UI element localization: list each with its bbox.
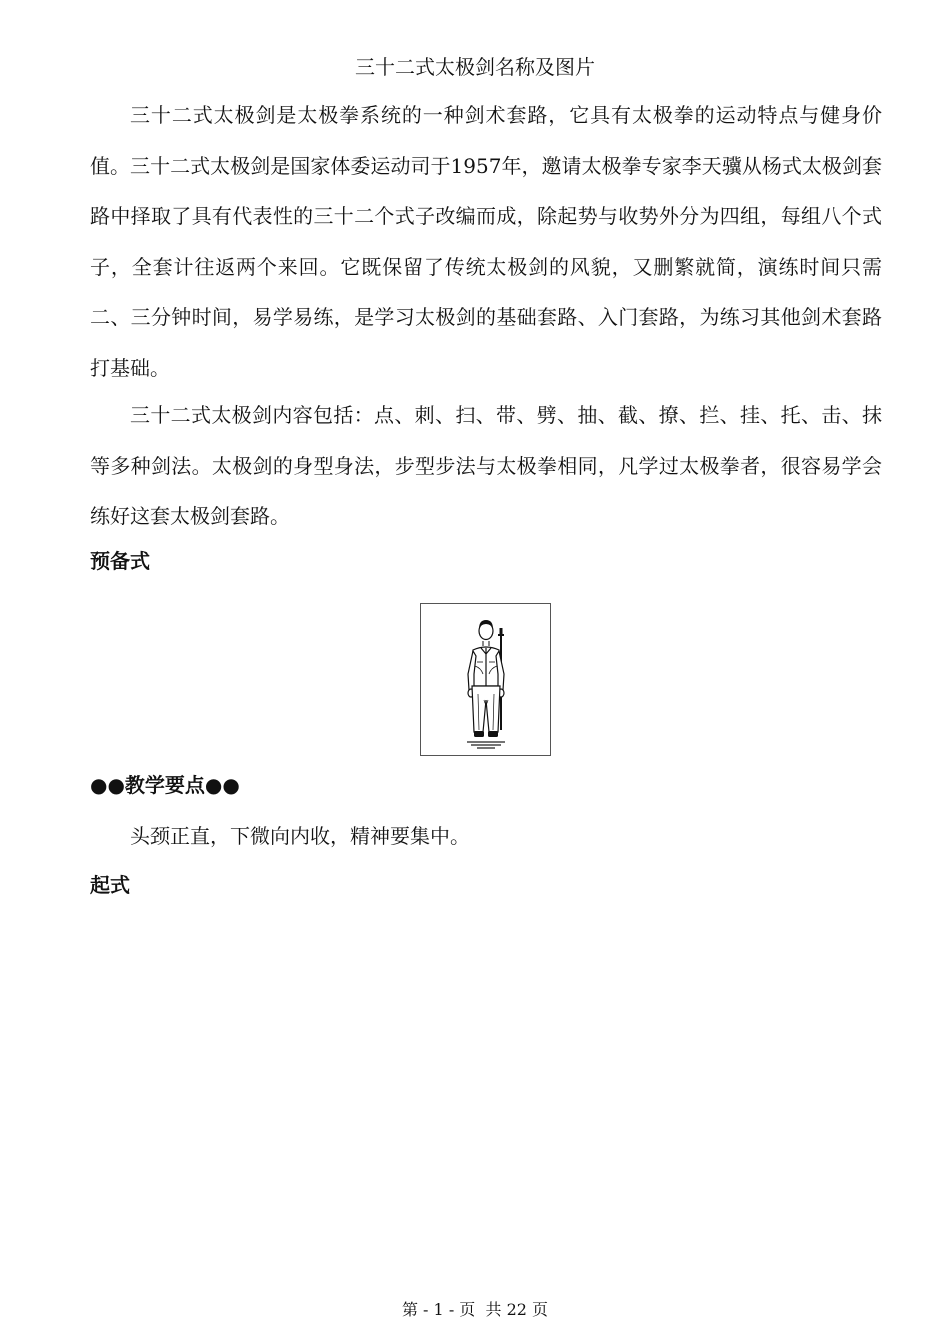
document-title: 三十二式太极剑名称及图片 — [355, 55, 595, 79]
section-heading-opening: 起式 — [90, 873, 130, 897]
section-heading-preparation: 预备式 — [90, 549, 150, 573]
figure-head — [479, 620, 493, 646]
ground-shadow — [467, 742, 505, 748]
figure-legs — [472, 686, 500, 732]
figure-torso — [471, 647, 501, 686]
preparation-figure — [420, 603, 551, 756]
intro-paragraph: 三十二式太极剑是太极拳系统的一种剑术套路，它具有太极拳的运动特点与健身价值。三十二式太极剑是国家体委运动司于1957年，邀请太极拳专家李天骥从杨式太极剑套路中择取了具有代表性的三十二个式子改编而成，除起势与收势外分为四组，每组八个式子，全套计往返两个来回。它既保留了传统太极剑的风貌，又删繁就简，演练时间只需二、三分钟时间，易学易练，是学习太极剑的基础套路、入门套路，为练习其他剑术套路打基础。 — [90, 103, 882, 380]
standing-figure-with-sword-illustration — [421, 604, 552, 757]
content-paragraph: 三十二式太极剑内容包括：点、刺、扫、带、劈、抽、截、撩、拦、挂、托、击、抹等多种剑法。太极剑的身型身法，步型步法与太极拳相同，凡学过太极拳者，很容易学会练好这套太极剑套路。 — [90, 403, 882, 528]
teaching-points-text: 头颈正直，下微向内收，精神要集中。 — [130, 824, 470, 848]
section-heading-teaching-points: ●●教学要点●● — [90, 773, 240, 797]
page-footer: 第 - 1 - 页 共 22 页 — [401, 1300, 549, 1319]
figure-shoes — [474, 731, 498, 737]
